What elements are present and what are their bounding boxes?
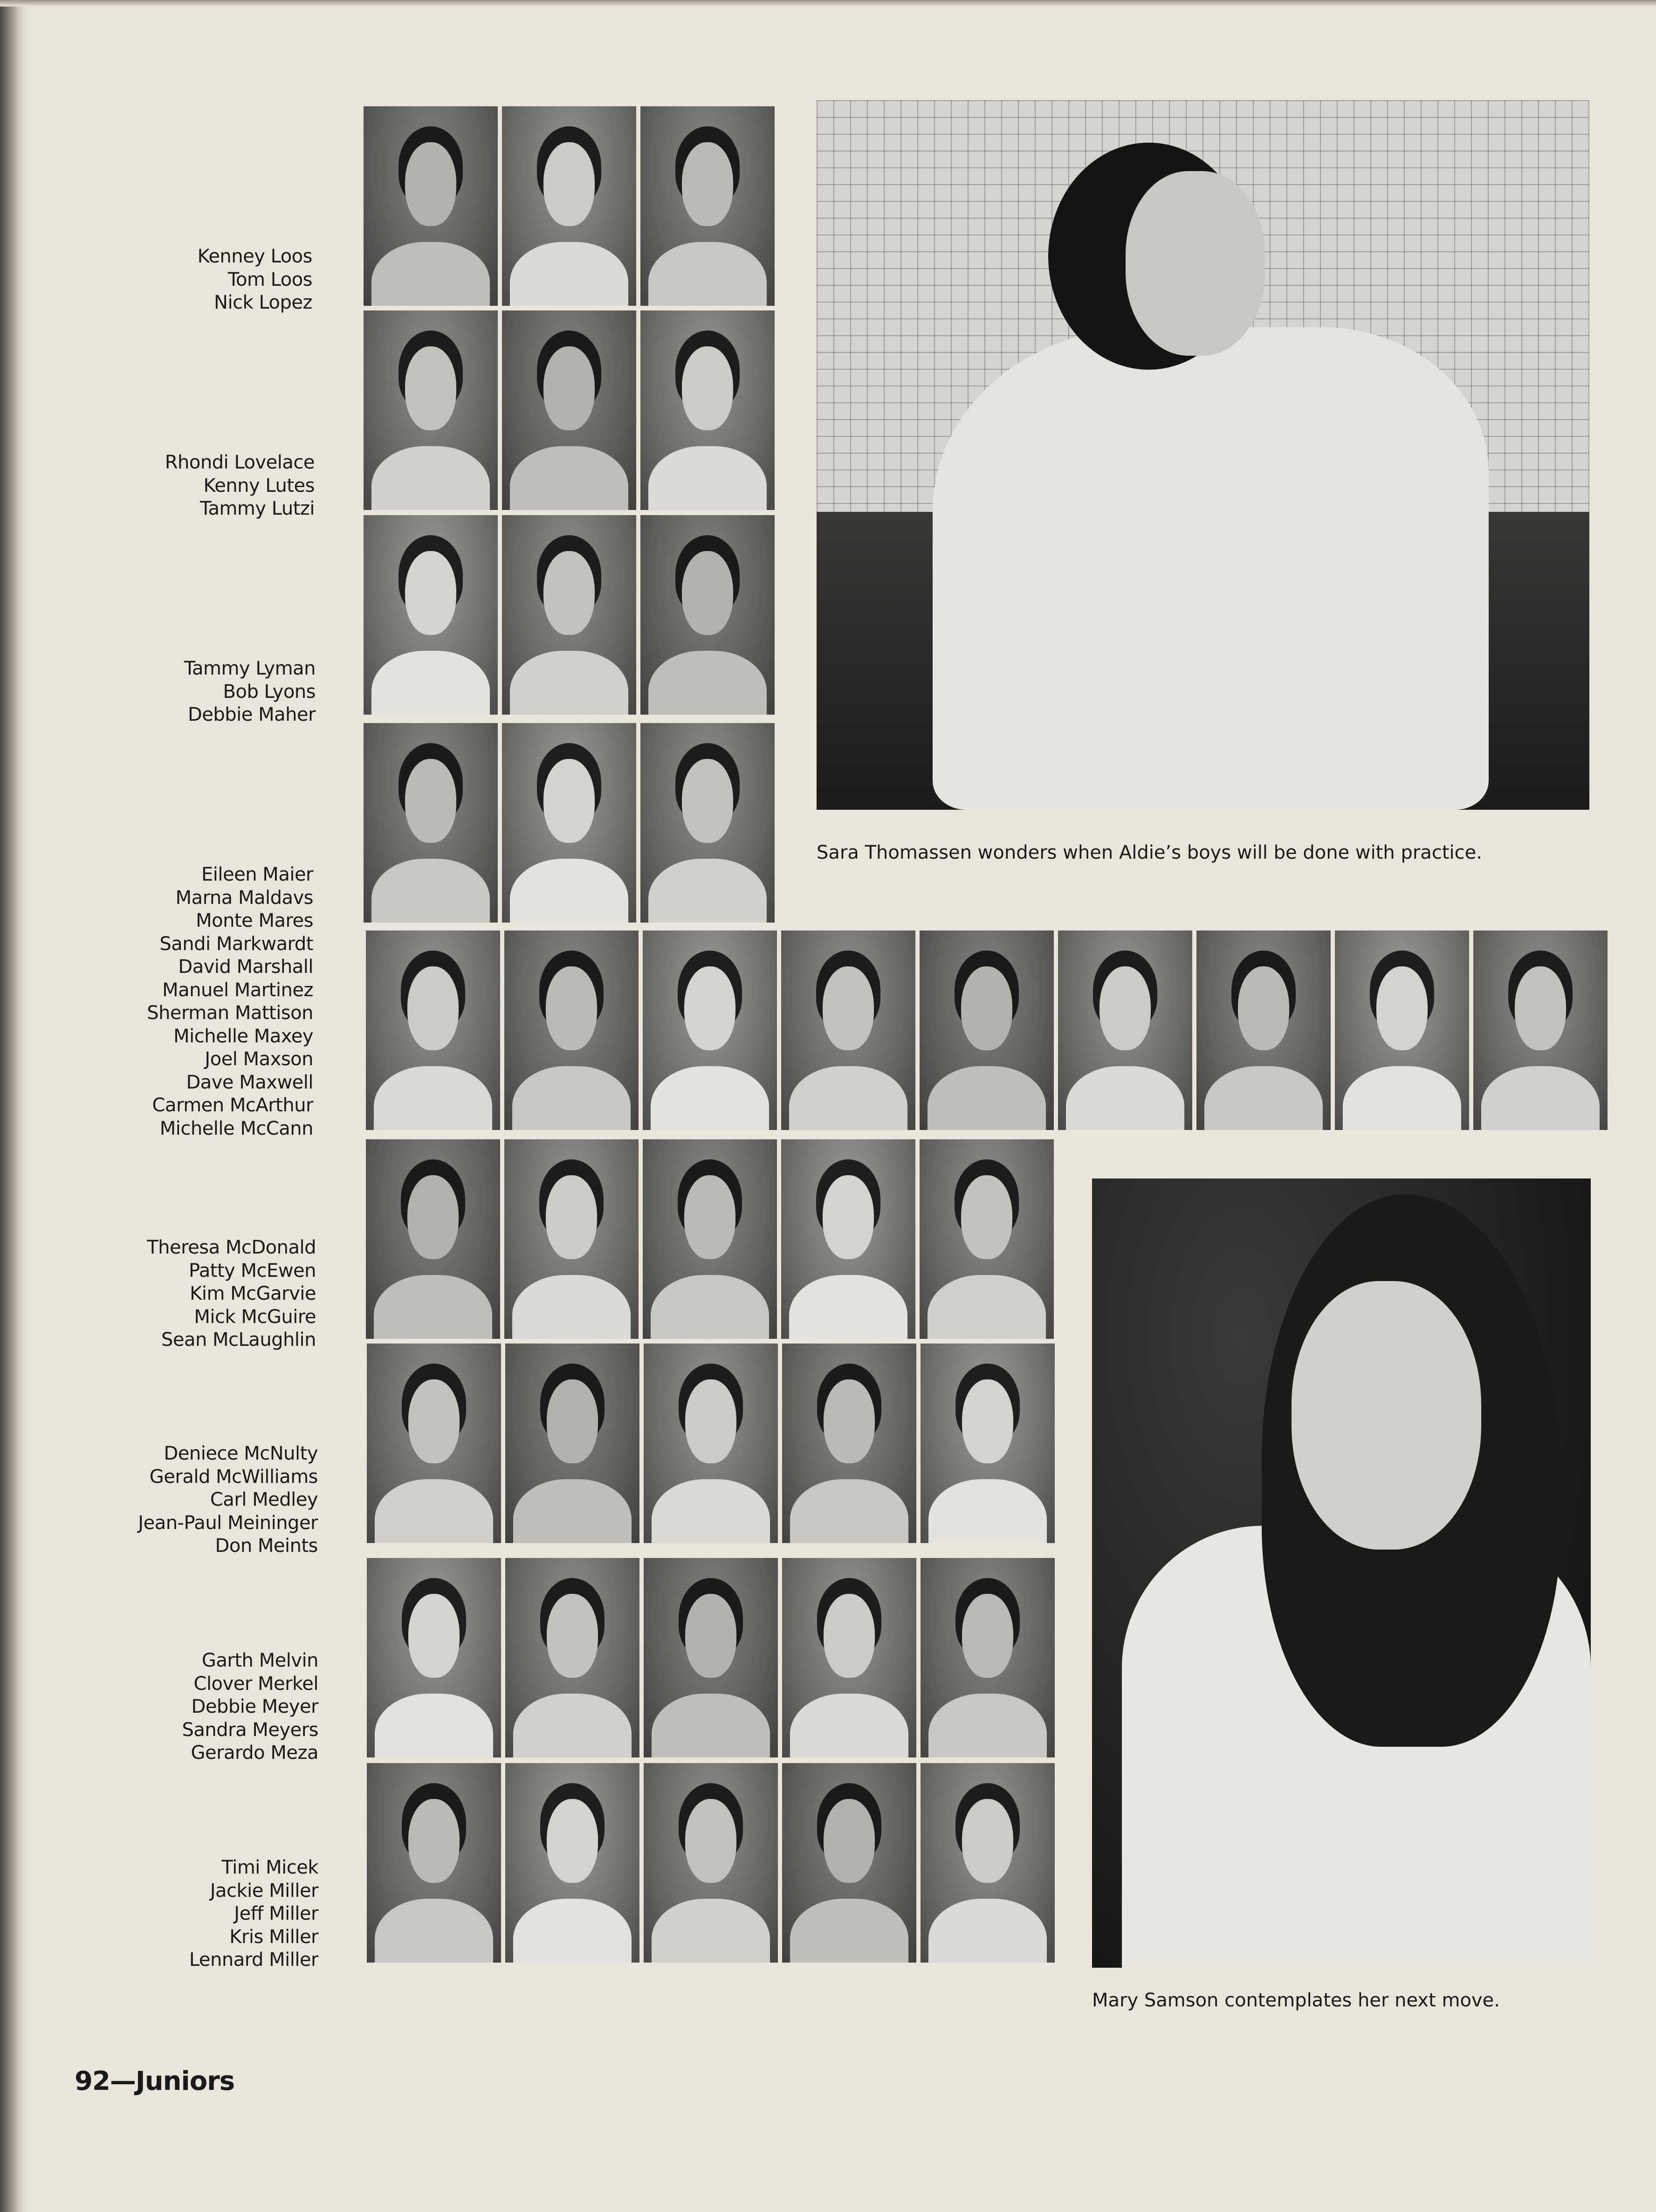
portrait-face [405, 759, 456, 843]
student-name: David Marshall [178, 956, 313, 978]
student-name: Marna Maldavs [175, 887, 313, 909]
student-name: Garth Melvin [201, 1650, 318, 1671]
student-name: Kenny Lutes [203, 475, 315, 496]
student-name: Nick Lopez [214, 292, 312, 313]
portrait-shoulders [928, 1899, 1046, 1963]
figure-face [1126, 171, 1264, 356]
portrait-face [962, 1379, 1013, 1463]
portrait-shoulders [374, 1066, 492, 1130]
name-list-6 [57, 1442, 318, 1558]
student-name: Dave Maxwell [186, 1071, 313, 1093]
student-name: Gerardo Meza [191, 1742, 318, 1764]
student-name: Deniece McNulty [164, 1443, 318, 1464]
student-portrait [644, 1763, 778, 1963]
student-portrait [644, 1344, 778, 1543]
student-portrait [640, 310, 775, 510]
portrait-shoulders [790, 1479, 908, 1543]
portrait-shoulders [928, 1479, 1046, 1543]
portrait-face [824, 1594, 874, 1678]
student-name: Carmen McArthur [152, 1095, 313, 1116]
student-portrait [782, 1763, 916, 1963]
portrait-face [824, 1799, 874, 1883]
portrait-shoulders [652, 1694, 770, 1757]
portrait-shoulders [648, 651, 766, 715]
portrait-shoulders [789, 1066, 907, 1130]
portrait-shoulders [510, 859, 628, 923]
portrait-face [685, 1379, 736, 1463]
portrait-shoulders [789, 1275, 907, 1339]
portrait-shoulders [652, 1479, 770, 1543]
portrait-face [408, 1379, 459, 1463]
portrait-face [407, 1175, 458, 1259]
figure-face [1292, 1281, 1481, 1550]
student-name: Debbie Maher [187, 704, 316, 725]
student-portrait [505, 1344, 639, 1543]
student-name: Jean-Paul Meininger [138, 1512, 318, 1534]
student-portrait [781, 930, 915, 1130]
portrait-face [684, 966, 735, 1050]
student-portrait [1473, 930, 1608, 1130]
student-name: Timi Micek [221, 1857, 318, 1878]
student-name: Tammy Lyman [184, 658, 316, 679]
portrait-shoulders [375, 1694, 493, 1757]
student-name: Rhondi Lovelace [165, 452, 315, 473]
portrait-shoulders [928, 1066, 1045, 1130]
portrait-face [1099, 966, 1150, 1050]
portrait-face [684, 1175, 735, 1259]
student-name: Monte Mares [196, 910, 313, 931]
portrait-shoulders [1066, 1066, 1184, 1130]
portrait-shoulders [513, 1479, 631, 1543]
student-portrait [364, 515, 498, 715]
portrait-shoulders [510, 446, 628, 510]
student-portrait [367, 1558, 501, 1757]
name-list-7 [57, 1649, 318, 1765]
portrait-face [546, 966, 597, 1050]
student-portrait [644, 1558, 778, 1757]
portrait-shoulders [510, 651, 628, 715]
student-portrait [920, 930, 1054, 1130]
page-folio: 92—Juniors [75, 2066, 235, 2096]
student-portrait [921, 1344, 1055, 1543]
student-name: Carl Medley [210, 1489, 318, 1510]
portrait-face [1376, 966, 1427, 1050]
student-portrait [366, 1139, 500, 1339]
student-name: Patty McEwen [188, 1260, 316, 1282]
candid-photo-portrait [1092, 1178, 1591, 1968]
student-portrait [643, 930, 777, 1130]
seated-figure [933, 327, 1489, 810]
portrait-shoulders [928, 1694, 1046, 1757]
student-name: Gerald McWilliams [149, 1466, 318, 1488]
portrait-face [682, 551, 733, 635]
student-name: Sandra Meyers [182, 1719, 318, 1741]
student-portrait [921, 1763, 1055, 1963]
portrait-shoulders [648, 859, 766, 923]
photo-caption-top: Sara Thomassen wonders when Aldie’s boys will be done with practice. [817, 842, 1482, 863]
name-list-2 [54, 451, 315, 521]
portrait-face [543, 346, 594, 430]
portrait-face [962, 1594, 1013, 1678]
portrait-face [685, 1594, 736, 1678]
student-portrait [1335, 930, 1469, 1130]
portrait-face [823, 1175, 873, 1259]
student-portrait [640, 723, 775, 923]
student-portrait [781, 1139, 915, 1339]
student-portrait [782, 1558, 916, 1757]
student-portrait [502, 106, 636, 306]
name-list-8 [57, 1856, 318, 1972]
student-portrait [1196, 930, 1331, 1130]
student-portrait [364, 723, 498, 923]
student-name: Clover Merkel [193, 1673, 318, 1695]
student-portrait [640, 106, 775, 306]
portrait-face [824, 1379, 874, 1463]
student-name: Joel Maxson [205, 1048, 313, 1070]
student-name: Sandi Markwardt [159, 933, 313, 955]
portrait-shoulders [374, 1275, 492, 1339]
portrait-shoulders [651, 1275, 769, 1339]
portrait-face [547, 1799, 598, 1883]
student-portrait [921, 1558, 1055, 1757]
student-name: Lennard Miller [189, 1949, 318, 1971]
name-list-4 [52, 863, 313, 1140]
student-name: Kim McGarvie [190, 1283, 316, 1304]
candid-photo-gym [817, 100, 1589, 810]
name-list-3 [55, 657, 316, 727]
portrait-face [685, 1799, 736, 1883]
student-portrait [366, 930, 500, 1130]
portrait-shoulders [790, 1899, 908, 1963]
portrait-shoulders [510, 242, 628, 306]
student-portrait [505, 1763, 639, 1963]
portrait-shoulders [651, 1066, 769, 1130]
student-name: Don Meints [215, 1535, 318, 1557]
student-portrait [920, 1139, 1054, 1339]
portrait-face [405, 142, 456, 226]
portrait-face [1238, 966, 1289, 1050]
name-list-5 [55, 1236, 316, 1352]
portrait-shoulders [375, 1899, 493, 1963]
portrait-face [407, 966, 458, 1050]
portrait-face [543, 759, 594, 843]
student-portrait [504, 930, 639, 1130]
portrait-face [408, 1594, 459, 1678]
student-portrait [505, 1558, 639, 1757]
student-name: Bob Lyons [223, 681, 316, 703]
student-name: Kris Miller [229, 1926, 318, 1948]
portrait-shoulders [371, 446, 489, 510]
student-portrait [502, 310, 636, 510]
student-portrait [1058, 930, 1192, 1130]
portrait-shoulders [790, 1694, 908, 1757]
name-list-1 [51, 245, 312, 315]
portrait-face [682, 346, 733, 430]
portrait-face [823, 966, 873, 1050]
student-name: Debbie Meyer [191, 1696, 318, 1717]
portrait-shoulders [371, 859, 489, 923]
portrait-face [405, 346, 456, 430]
portrait-shoulders [512, 1066, 630, 1130]
portrait-shoulders [513, 1694, 631, 1757]
student-portrait [502, 515, 636, 715]
student-name: Michelle Maxey [173, 1025, 313, 1047]
portrait-shoulders [1204, 1066, 1322, 1130]
student-name: Sean McLaughlin [161, 1329, 316, 1351]
portrait-shoulders [513, 1899, 631, 1963]
student-portrait [502, 723, 636, 923]
student-portrait [640, 515, 775, 715]
student-portrait [364, 310, 498, 510]
portrait-face [405, 551, 456, 635]
portrait-shoulders [512, 1275, 630, 1339]
student-portrait [643, 1139, 777, 1339]
student-name: Theresa McDonald [147, 1237, 316, 1258]
portrait-shoulders [648, 242, 766, 306]
portrait-shoulders [648, 446, 766, 510]
portrait-shoulders [1343, 1066, 1461, 1130]
portrait-shoulders [371, 242, 489, 306]
student-name: Tom Loos [227, 269, 312, 290]
portrait-face [961, 966, 1012, 1050]
student-name: Mick McGuire [194, 1306, 316, 1328]
student-name: Sherman Mattison [147, 1002, 313, 1024]
portrait-face [543, 142, 594, 226]
portrait-face [682, 759, 733, 843]
student-name: Jeff Miller [234, 1903, 318, 1924]
portrait-face [408, 1799, 459, 1883]
student-portrait [782, 1344, 916, 1543]
student-name: Eileen Maier [201, 864, 313, 885]
student-portrait [367, 1763, 501, 1963]
portrait-face [961, 1175, 1012, 1259]
portrait-shoulders [1481, 1066, 1599, 1130]
page-binding-shadow [0, 0, 27, 2212]
student-name: Kenney Loos [197, 246, 312, 267]
student-portrait [367, 1344, 501, 1543]
page-top-edge [0, 0, 1656, 7]
portrait-shoulders [928, 1275, 1045, 1339]
portrait-face [547, 1594, 598, 1678]
portrait-face [546, 1175, 597, 1259]
student-name: Michelle McCann [159, 1117, 313, 1139]
photo-caption-bottom: Mary Samson contemplates her next move. [1092, 1990, 1500, 2011]
student-name: Jackie Miller [210, 1880, 318, 1902]
portrait-shoulders [375, 1479, 493, 1543]
portrait-face [682, 142, 733, 226]
portrait-face [547, 1379, 598, 1463]
student-name: Manuel Martinez [162, 979, 313, 1001]
portrait-face [543, 551, 594, 635]
portrait-face [962, 1799, 1013, 1883]
student-name: Tammy Lutzi [200, 498, 315, 519]
portrait-shoulders [371, 651, 489, 715]
student-portrait [364, 106, 498, 306]
portrait-shoulders [652, 1899, 770, 1963]
portrait-face [1515, 966, 1566, 1050]
student-portrait [504, 1139, 639, 1339]
